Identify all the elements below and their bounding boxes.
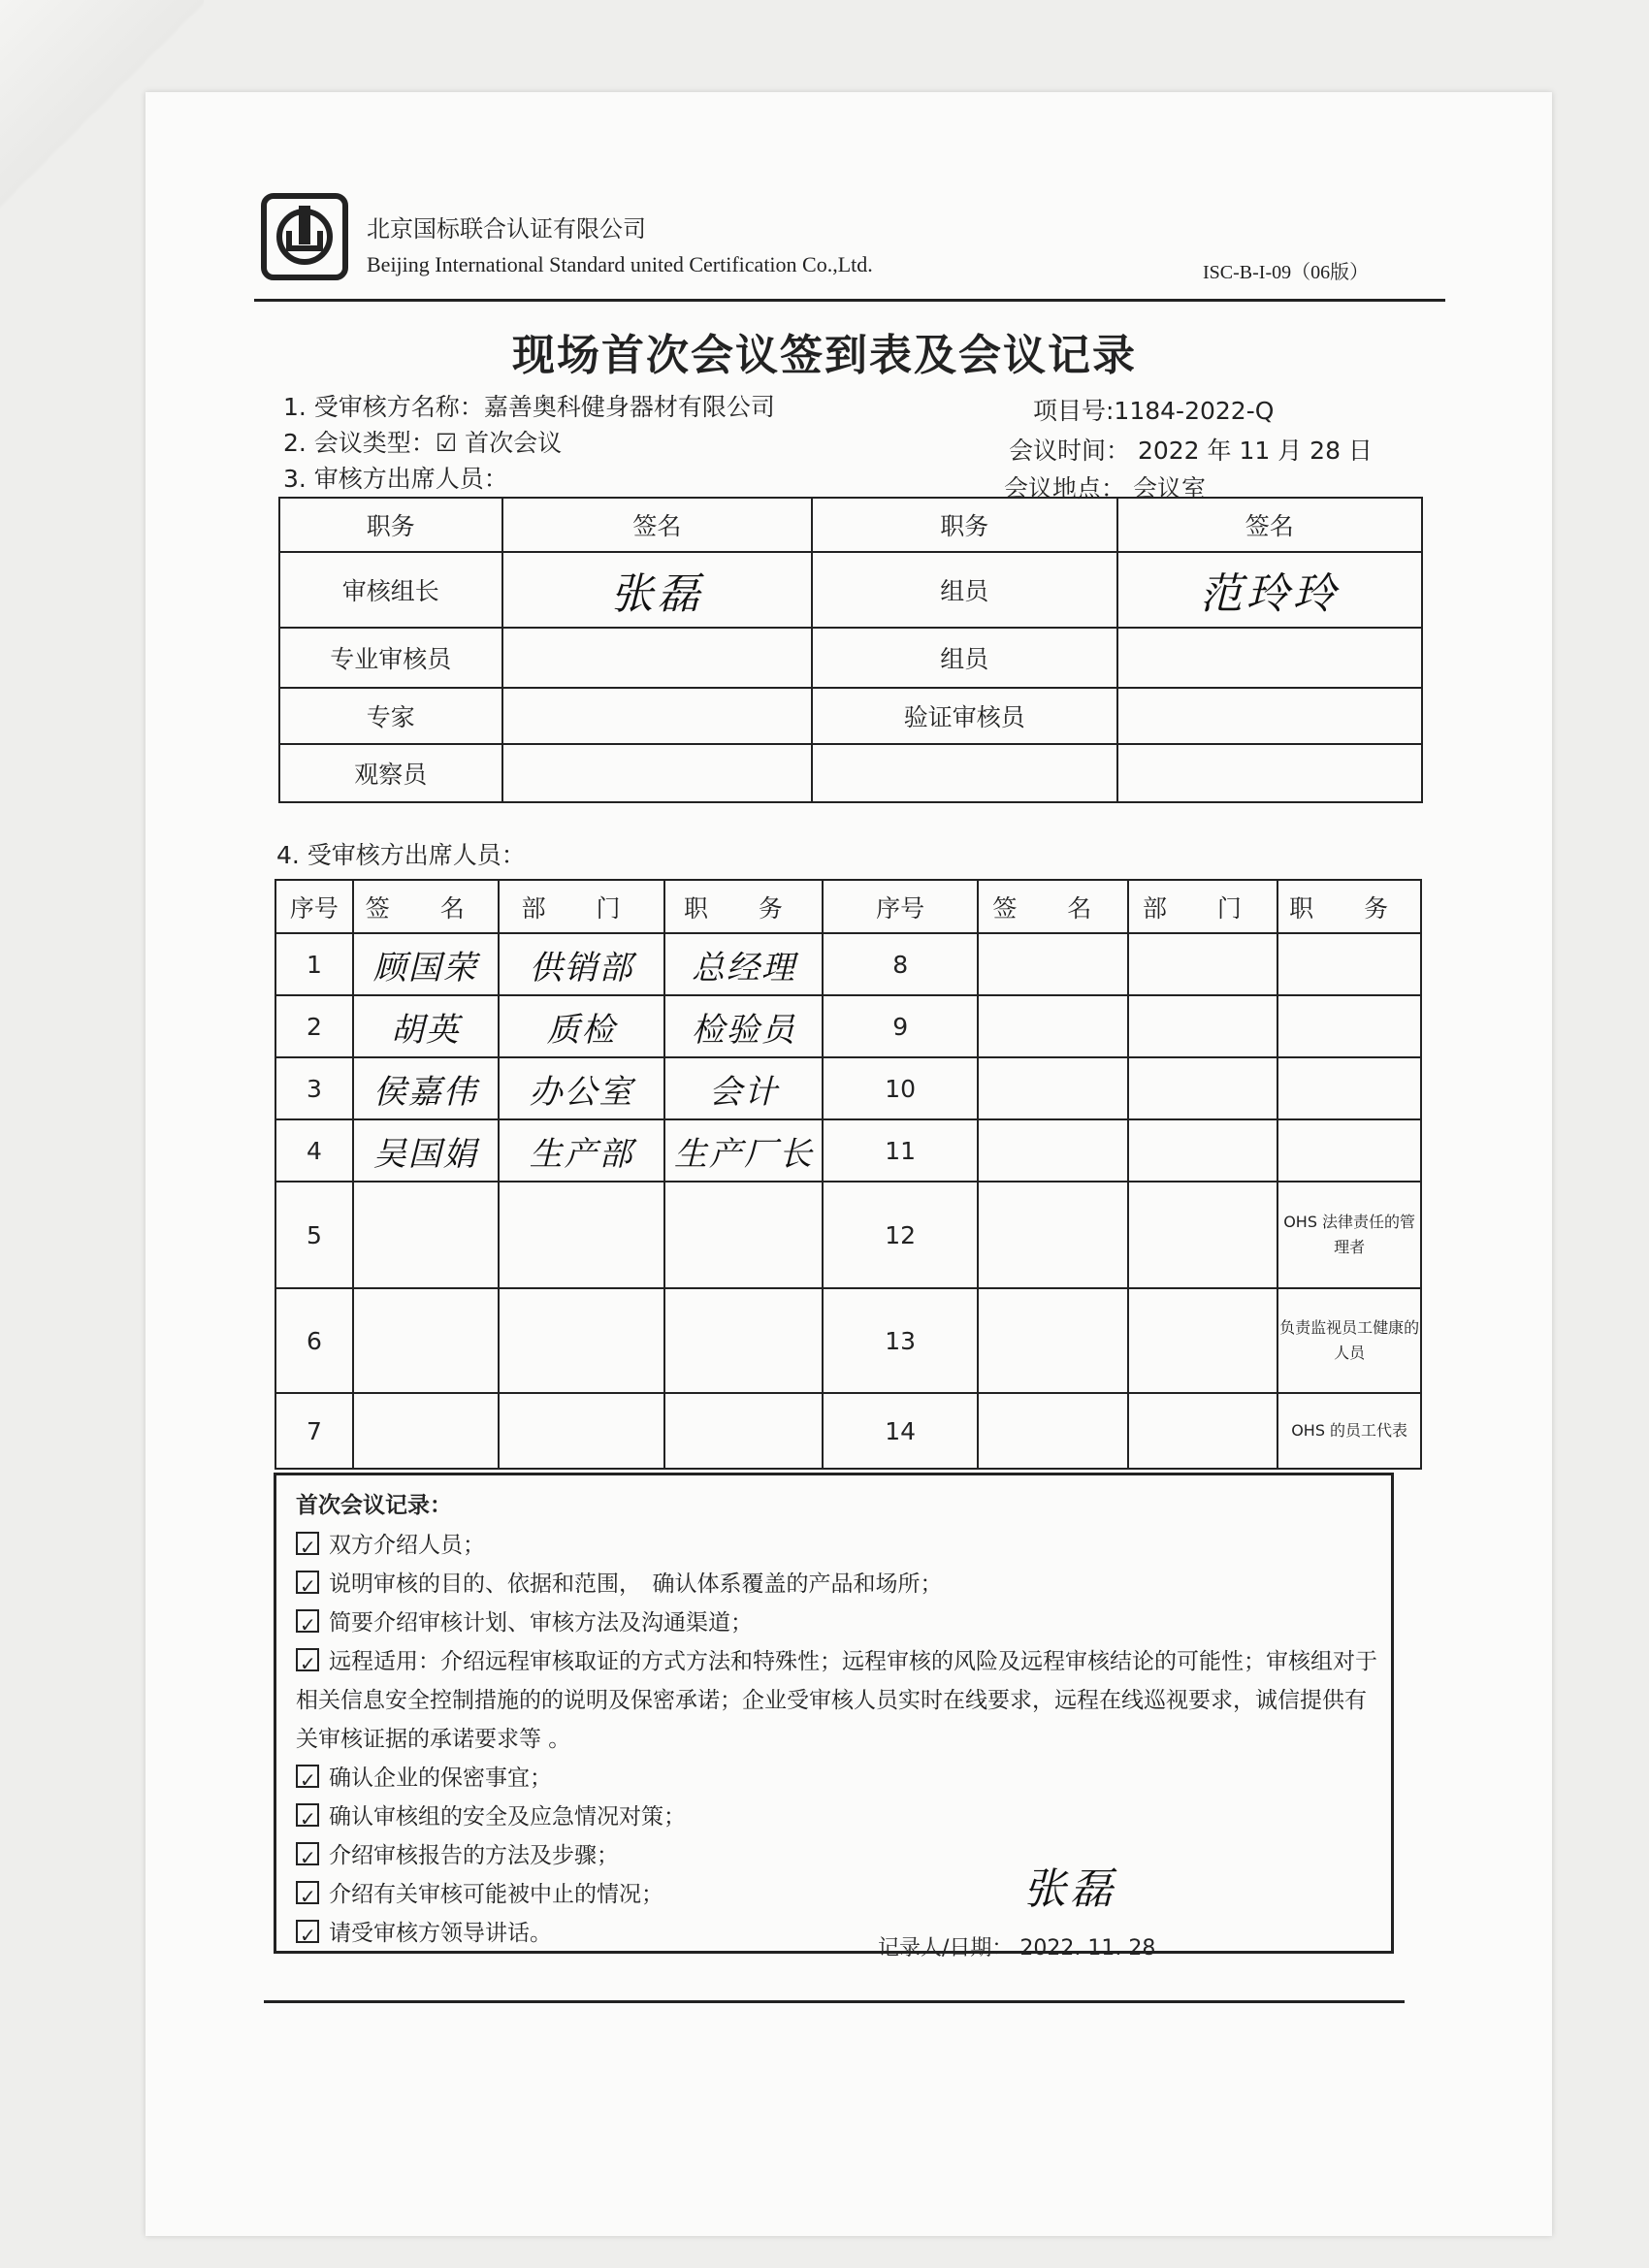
row-number: 7 [275, 1393, 353, 1469]
handwritten-name: 吴国娟 [372, 1134, 478, 1174]
document-code: ISC-B-I-09（06版） [1203, 262, 1370, 283]
meeting-time: 会议时间： 2022 年 11 月 28 日 [1009, 437, 1373, 465]
row-number: 2 [275, 995, 353, 1057]
handwritten-signature: 张磊 [610, 569, 704, 619]
department-cell [1128, 1182, 1278, 1288]
checked-box-icon [296, 1609, 319, 1633]
header-position: 职 务 [1277, 880, 1421, 933]
position-cell [664, 1288, 823, 1393]
signature-cell [978, 1288, 1128, 1393]
auditee-attendees-label: 4. 受审核方出席人员： [276, 841, 526, 869]
meeting-type-line [283, 424, 562, 459]
signature-cell [502, 628, 812, 688]
table-row [275, 1288, 1421, 1393]
signature-cell [1117, 552, 1423, 628]
handwritten-department: 供销部 [529, 948, 634, 988]
header-signature: 签 名 [978, 880, 1128, 933]
company-name-cn: 北京国标联合认证有限公司 [367, 215, 646, 243]
project-number: 项目号:1184-2022-Q [1033, 397, 1275, 425]
checklist-item: ✓介绍有关审核可能被中止的情况； [296, 1875, 1377, 1914]
checked-box-icon [296, 1842, 319, 1865]
row-number: 9 [823, 995, 978, 1057]
department-cell [1128, 1119, 1278, 1182]
auditors-section-label: 3. 审核方出席人员： [283, 465, 508, 493]
role-cell [812, 744, 1116, 802]
position-cell [664, 1393, 823, 1469]
checklist-item: ✓远程适用：介绍远程审核取证的方式方法和特殊性；远程审核的风险及远程审核结论的可能性；审核组对于相关信息安全控制措施的的说明及保密承诺；企业受审核人员实时在线要求，远程在线巡视要求，诚信提供有关审核证据的承诺要求等 。 [296, 1642, 1377, 1759]
auditor-attendance-table [278, 497, 1423, 803]
department-cell [1128, 1393, 1278, 1469]
signature-cell [978, 1119, 1128, 1182]
meeting-place: 会议地点： 会议室 [1004, 474, 1206, 502]
table-row [275, 995, 1421, 1057]
header-signature: 签名 [1117, 498, 1423, 552]
header-signature: 签 名 [353, 880, 499, 933]
header-number: 序号 [275, 880, 353, 933]
page-title: 现场首次会议签到表及会议记录 [512, 331, 1137, 380]
page-corner-fold [0, 0, 204, 252]
department-cell [499, 1119, 665, 1182]
recorder-signature: 张磊 [1023, 1864, 1116, 1914]
auditee-attendance-table [275, 879, 1422, 1470]
checked-box-icon [296, 1920, 319, 1943]
row-number: 13 [823, 1288, 978, 1393]
checklist-item: ✓简要介绍审核计划、审核方法及沟通渠道； [296, 1604, 1377, 1642]
checklist-item: ✓确认审核组的安全及应急情况对策； [296, 1798, 1377, 1836]
department-cell [499, 1393, 665, 1469]
auditee-name-line [283, 388, 775, 423]
signature-cell [502, 552, 812, 628]
row-number: 3 [275, 1057, 353, 1119]
signature-cell [978, 1393, 1128, 1469]
header-position: 职 务 [664, 880, 823, 933]
table-row [275, 1057, 1421, 1119]
table-row [275, 1393, 1421, 1469]
handwritten-position: 生产厂长 [673, 1134, 814, 1174]
department-cell [499, 1057, 665, 1119]
company-name-en: Beijing International Standard united Certification Co.,Ltd. [367, 252, 873, 276]
signature-cell [353, 1288, 499, 1393]
signature-cell [978, 1182, 1128, 1288]
handwritten-position: 会计 [708, 1072, 779, 1112]
table-row [275, 933, 1421, 995]
handwritten-department: 办公室 [529, 1072, 634, 1112]
meeting-type-value: ☑ 首次会议 [435, 429, 563, 457]
record-checklist [296, 1526, 1377, 1953]
checked-box-icon [296, 1765, 319, 1788]
handwritten-signature: 范玲玲 [1199, 569, 1340, 619]
signature-cell [978, 933, 1128, 995]
role-cell: 组员 [812, 552, 1116, 628]
row-number: 10 [823, 1057, 978, 1119]
checked-box-icon [296, 1803, 319, 1827]
position-cell: OHS 的员工代表 [1277, 1393, 1421, 1469]
meeting-record-box [274, 1473, 1394, 1960]
table-row [275, 1119, 1421, 1182]
checklist-item: ✓介绍审核报告的方法及步骤； [296, 1836, 1377, 1875]
table-row [275, 1182, 1421, 1288]
signature-cell [978, 995, 1128, 1057]
checked-box-icon [296, 1648, 319, 1671]
checklist-item: ✓说明审核的目的、依据和范围， 确认体系覆盖的产品和场所； [296, 1565, 1377, 1604]
header-divider [254, 299, 1445, 302]
position-cell: OHS 法律责任的管理者 [1277, 1182, 1421, 1288]
recorder-date: 记录人/日期： 2022. 11. 28 [878, 1936, 1156, 1960]
signature-cell [353, 933, 499, 995]
signature-cell [353, 995, 499, 1057]
checked-box-icon [296, 1571, 319, 1594]
department-cell [499, 933, 665, 995]
signature-cell [1117, 628, 1423, 688]
department-cell [499, 1288, 665, 1393]
signature-cell [353, 1119, 499, 1182]
handwritten-position: 检验员 [691, 1010, 796, 1050]
handwritten-department: 生产部 [529, 1134, 634, 1174]
handwritten-position: 总经理 [691, 948, 796, 988]
department-cell [1128, 1057, 1278, 1119]
row-number: 11 [823, 1119, 978, 1182]
row-number: 1 [275, 933, 353, 995]
department-cell [1128, 995, 1278, 1057]
position-cell [664, 995, 823, 1057]
department-cell [1128, 1288, 1278, 1393]
position-cell [1277, 995, 1421, 1057]
checked-box-icon [296, 1881, 319, 1904]
department-cell [499, 995, 665, 1057]
header-department: 部 门 [1128, 880, 1278, 933]
row-number: 4 [275, 1119, 353, 1182]
position-cell [1277, 1057, 1421, 1119]
row-number: 6 [275, 1288, 353, 1393]
position-cell [664, 1057, 823, 1119]
row-number: 14 [823, 1393, 978, 1469]
role-cell: 验证审核员 [812, 688, 1116, 744]
checklist-item: ✓双方介绍人员； [296, 1526, 1377, 1565]
department-cell [499, 1182, 665, 1288]
position-cell [1277, 933, 1421, 995]
signature-cell [353, 1182, 499, 1288]
auditee-name-value: 嘉善奥科健身器材有限公司 [483, 393, 775, 421]
signature-cell [502, 688, 812, 744]
role-cell: 审核组长 [279, 552, 502, 628]
role-cell: 专业审核员 [279, 628, 502, 688]
signature-cell [353, 1057, 499, 1119]
role-cell: 专家 [279, 688, 502, 744]
footer-divider [264, 2000, 1405, 2003]
position-cell: 负责监视员工健康的人员 [1277, 1288, 1421, 1393]
header-role: 职务 [812, 498, 1116, 552]
role-cell: 组员 [812, 628, 1116, 688]
row-number: 12 [823, 1182, 978, 1288]
position-cell [664, 1182, 823, 1288]
handwritten-name: 侯嘉伟 [372, 1072, 478, 1112]
row-number: 8 [823, 933, 978, 995]
signature-cell [502, 744, 812, 802]
isc-logo-icon [260, 192, 349, 281]
checklist-item: ✓请受审核方领导讲话。 [296, 1914, 1377, 1953]
signature-cell [353, 1393, 499, 1469]
checklist-item: ✓确认企业的保密事宜； [296, 1759, 1377, 1798]
meeting-type-label: 2. 会议类型： [283, 429, 436, 457]
record-title: 首次会议记录： [296, 1493, 452, 1518]
handwritten-name: 顾国荣 [372, 948, 478, 988]
signature-cell [1117, 744, 1423, 802]
role-cell: 观察员 [279, 744, 502, 802]
position-cell [664, 933, 823, 995]
header-number: 序号 [823, 880, 978, 933]
header-role: 职务 [279, 498, 502, 552]
position-cell [1277, 1119, 1421, 1182]
position-cell [664, 1119, 823, 1182]
header-department: 部 门 [499, 880, 665, 933]
department-cell [1128, 933, 1278, 995]
row-number: 5 [275, 1182, 353, 1288]
handwritten-name: 胡英 [390, 1010, 461, 1050]
auditee-name-label: 1. 受审核方名称： [283, 393, 484, 421]
handwritten-department: 质检 [546, 1010, 617, 1050]
checked-box-icon [296, 1532, 319, 1555]
signature-cell [1117, 688, 1423, 744]
signature-cell [978, 1057, 1128, 1119]
header-signature: 签名 [502, 498, 812, 552]
